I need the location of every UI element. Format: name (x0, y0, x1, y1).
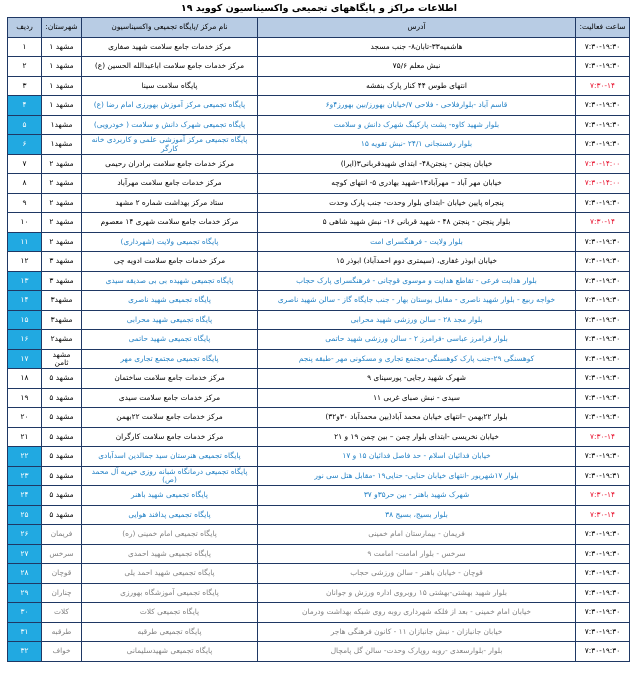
cell-address: قاسم آباد -بلوارفلاحی - فلاحی ۷/خیابان بهورز/بین بهورز۴و۶ (258, 96, 576, 116)
cell-center-name: مرکز خدمات جامع سلامت شهری ۱۴ معصوم (82, 213, 258, 233)
cell-address: بلوار شهید کاوه- پشت پارکینگ شهرک دانش و سلامت (258, 115, 576, 135)
cell-row-index: ۲۲ (8, 447, 42, 467)
table-row (8, 349, 630, 369)
cell-city: مشهد ۵ (42, 466, 82, 486)
cell-city: مشهد ۵ (42, 408, 82, 428)
cell-city: مشهد ۵ (42, 486, 82, 506)
cell-activity-hours: ۷:۳۰-۱۴ (576, 427, 630, 447)
cell-address: بلوار ۲۲بهمن –انتهای خیابان محمد آباد(بین محمدآباد ۳۰و۳۲) (258, 408, 576, 428)
table-row (8, 505, 630, 525)
cell-city: مشهد ۲ (42, 193, 82, 213)
cell-row-index: ۱۶ (8, 330, 42, 350)
cell-city: قوچان (42, 564, 82, 584)
cell-row-index: ۲۵ (8, 505, 42, 525)
cell-row-index: ۳ (8, 76, 42, 96)
table-row (8, 115, 630, 135)
cell-activity-hours: ۷:۳۰-۱۹:۳۰ (576, 310, 630, 330)
cell-city: مشهد۱ (42, 135, 82, 155)
cell-city: مشهد ۱ (42, 76, 82, 96)
cell-address: سرخس - بلوار امامت- امامت ۹ (258, 544, 576, 564)
cell-row-index: ۲۰ (8, 408, 42, 428)
cell-address: شهرک شهید باهنر - بین حر۳۵و ۳۷ (258, 486, 576, 506)
cell-row-index: ۲۸ (8, 564, 42, 584)
cell-center-name: مرکز خدمات جامع سلامت اباعبدالله الحسین (ع) (82, 57, 258, 77)
cell-activity-hours: ۷:۳۰-۱۹:۳۰ (576, 252, 630, 272)
cell-center-name: پایگاه تجمیعی طرقبه (82, 622, 258, 642)
table-row (8, 544, 630, 564)
page-title: اطلاعات مراکز و پایگاههای تجمیعی واکسیناسیون کووید ۱۹ (180, 3, 458, 14)
table-row (8, 154, 630, 174)
cell-activity-hours: ۷:۳۰-۱۹:۳۰ (576, 37, 630, 57)
table-row (8, 135, 630, 155)
cell-row-index: ۱ (8, 37, 42, 57)
cell-center-name: پایگاه تجمیعی شهید احمد یلی (82, 564, 258, 584)
cell-address: بلوار -بلوارسعدی -روبه روپارک وحدت- سالن گل پامچال (258, 642, 576, 662)
cell-center-name: پایگاه تجمیعی ولایت (شهرداری) (82, 232, 258, 252)
cell-center-name: مرکز خدمات جامع سلامت مهرآباد (82, 174, 258, 194)
cell-city: مشهد ۲ (42, 213, 82, 233)
table-body (8, 37, 630, 661)
cell-row-index: ۲۳ (8, 466, 42, 486)
cell-row-index: ۵ (8, 115, 42, 135)
cell-activity-hours: ۷:۳۰-۱۹:۳۰ (576, 564, 630, 584)
cell-center-name: پایگاه تجمیعی آموزشگاه بهورزی (82, 583, 258, 603)
cell-address: خیابان مهر آباد – مهرآباد۱۳-شهید بهادری ۵- انتهای کوچه (258, 174, 576, 194)
cell-activity-hours: ۷:۳۰-۱۹:۳۰ (576, 622, 630, 642)
cell-center-name: پایگاه تجمیعی شهرک دانش و سلامت ( خودرویی) (82, 115, 258, 135)
cell-city: مشهد ۳ (42, 252, 82, 272)
cell-city: کلات (42, 603, 82, 623)
cell-city: مشهد ۵ (42, 505, 82, 525)
cell-address: انتهای طوس ۴۴ کنار پارک بنفشه (258, 76, 576, 96)
cell-city: مشهد ۲ (42, 174, 82, 194)
table-row (8, 466, 630, 486)
cell-row-index: ۶ (8, 135, 42, 155)
cell-activity-hours: ۷:۳۰-۱۹:۳۱ (576, 466, 630, 486)
cell-address: هاشمیه۳۳-تابان۸- جنب مسجد (258, 37, 576, 57)
cell-center-name: مرکز خدمات جامع سلامت برادران رحیمی (82, 154, 258, 174)
cell-activity-hours: ۷:۳۰-۱۹:۳۰ (576, 96, 630, 116)
cell-activity-hours: ۷:۳۰-۱۹:۳۰ (576, 369, 630, 389)
cell-row-index: ۳۲ (8, 642, 42, 662)
cell-row-index: ۱۱ (8, 232, 42, 252)
cell-address: بلوار مجد ۲۸ - سالن ورزشی شهید محرابی (258, 310, 576, 330)
cell-center-name: پایگاه سلامت سینا (82, 76, 258, 96)
cell-row-index: ۹ (8, 193, 42, 213)
cell-city: مشهد ثامن (42, 349, 82, 369)
cell-address: بلوار شهید بهشتی-بهشتی ۱۵ روبروی اداره ورزش و جوانان (258, 583, 576, 603)
cell-center-name: مرکز خدمات جامع سلامت سیدی (82, 388, 258, 408)
cell-city: فریمان (42, 525, 82, 545)
cell-row-index: ۲۹ (8, 583, 42, 603)
cell-center-name: پایگاه تجمیعی شهید حاتمی (82, 330, 258, 350)
cell-row-index: ۲ (8, 57, 42, 77)
cell-city: مشهد ۳ (42, 271, 82, 291)
cell-address: خواجه ربیع - بلوار شهید ناصری - مقابل بوستان بهار - جنب جایگاه گاز - سالن شهید ناصری (258, 291, 576, 311)
cell-address: کوهسنگی ۲۹-جنب پارک کوهسنگی-مجتمع تجاری و مسکونی مهر -طبقه پنجم (258, 349, 576, 369)
cell-activity-hours: ۷:۳۰-۱۹:۳۰ (576, 57, 630, 77)
cell-address: پنجراه پایین خیابان -ابتدای بلوار وحدت- جنب پارک وحدت (258, 193, 576, 213)
cell-activity-hours: ۷:۳۰-۱۹:۳۰ (576, 135, 630, 155)
cell-address: خیابان جانبازان - نبش جانبازان ۱۱ - کانون فرهنگی هاجر (258, 622, 576, 642)
cell-center-name: مرکز خدمات جامع سلامت ۲۲بهمن (82, 408, 258, 428)
cell-center-name: پایگاه تجمیعی شهیدسلیمانی (82, 642, 258, 662)
cell-center-name: پایگاه تجمیعی کلات (82, 603, 258, 623)
table-row (8, 57, 630, 77)
cell-center-name: پایگاه تجمیعی مجتمع تجاری مهر (82, 349, 258, 369)
column-header-index: ردیف (8, 18, 42, 38)
column-header-city: شهرستان: (42, 18, 82, 38)
cell-activity-hours: ۷:۳۰-۱۴ (576, 76, 630, 96)
cell-address: خیابان امام خمینی - بعد از فلکه شهرداری روبه روی شبکه بهداشت ودرمان (258, 603, 576, 623)
cell-address: بلوار رفسنجانی ۲۴/۱ -نبش تقویه ۱۵ (258, 135, 576, 155)
cell-city: مشهد۲ (42, 330, 82, 350)
cell-activity-hours: ۷:۳۰-۱۹:۳۰ (576, 271, 630, 291)
cell-city: چناران (42, 583, 82, 603)
cell-activity-hours: ۷:۳۰-۱۴:۰۰ (576, 174, 630, 194)
column-header-center-name: نام مرکز /پایگاه تجمیعی واکسیناسیون (82, 18, 258, 38)
cell-activity-hours: ۷:۳۰-۱۹:۳۰ (576, 544, 630, 564)
cell-center-name: ستاد مرکز بهداشت شماره ۲ مشهد (82, 193, 258, 213)
table-row (8, 427, 630, 447)
cell-center-name: پایگاه تجمیعی مرکز آموزش بهورزی امام رضا (ع) (82, 96, 258, 116)
cell-address: خیابان ابوذر غفاری، (سیمتری دوم احمدآباد) ابوذر ۱۵ (258, 252, 576, 272)
table-row (8, 486, 630, 506)
table-row (8, 174, 630, 194)
cell-activity-hours: ۷:۳۰-۱۴:۰۰ (576, 154, 630, 174)
table-row (8, 291, 630, 311)
cell-row-index: ۱۵ (8, 310, 42, 330)
cell-center-name: پایگاه تجمیعی امام خمینی (ره) (82, 525, 258, 545)
cell-address: فریمان - بیمارستان امام خمینی (258, 525, 576, 545)
cell-address: بلوار هدایت فرعی - تقاطع هدایت و موسوی قوچانی - فرهنگسرای پارک حجاب (258, 271, 576, 291)
cell-center-name: پایگاه تجمیعی درمانگاه شبانه روزی خیریه آل محمد (ص) (82, 466, 258, 486)
cell-activity-hours: ۷:۳۰-۱۹:۳۰ (576, 603, 630, 623)
cell-activity-hours: ۷:۳۰-۱۹:۳۰ (576, 642, 630, 662)
cell-row-index: ۱۴ (8, 291, 42, 311)
cell-activity-hours: ۷:۳۰-۱۹:۳۰ (576, 115, 630, 135)
cell-activity-hours: ۷:۳۰-۱۹:۳۰ (576, 583, 630, 603)
cell-center-name: پایگاه تجمیعی مرکز آموزشی علمی و کاربردی خانه کارگر (82, 135, 258, 155)
cell-row-index: ۳۰ (8, 603, 42, 623)
cell-center-name: مرکز خدمات جامع سلامت ادویه چی (82, 252, 258, 272)
table-row (8, 271, 630, 291)
cell-row-index: ۳۱ (8, 622, 42, 642)
cell-center-name: پایگاه تجمیعی شهید محرابی (82, 310, 258, 330)
cell-address: خیابان پنجتن - پنجتن۴۸- ابتدای شهیدقربانی۳(ایرا) (258, 154, 576, 174)
table-row (8, 37, 630, 57)
cell-city: خواف (42, 642, 82, 662)
table-row (8, 369, 630, 389)
cell-address: بلوار فرامرز عباسی -فرامرز ۲ - سالن ورزشی شهید حاتمی (258, 330, 576, 350)
cell-row-index: ۱۸ (8, 369, 42, 389)
table-row (8, 622, 630, 642)
cell-center-name: مرکز خدمات جامع سلامت کارگران (82, 427, 258, 447)
cell-city: مشهد ۵ (42, 388, 82, 408)
cell-address: بلوار ۱۷شهریور -انتهای خیابان حنایی- حنایی۱۹ -مقابل هتل سی نور (258, 466, 576, 486)
cell-row-index: ۲۷ (8, 544, 42, 564)
cell-center-name: پایگاه تجمیعی شهید باهنر (82, 486, 258, 506)
cell-address: خیابان نخریسی -ابتدای بلوار چمن – بین چمن ۱۹ و ۲۱ (258, 427, 576, 447)
column-header-time: ساعت فعالیت: (576, 18, 630, 38)
cell-activity-hours: ۷:۳۰-۱۹:۳۰ (576, 232, 630, 252)
cell-center-name: پایگاه تجمیعی شهیده بی بی صدیقه سیدی (82, 271, 258, 291)
column-header-address: آدرس (258, 18, 576, 38)
cell-address: بلوار ولایت - فرهنگسرای امت (258, 232, 576, 252)
table-row (8, 76, 630, 96)
table-row (8, 96, 630, 116)
cell-center-name: مرکز خدمات جامع سلامت ساختمان (82, 369, 258, 389)
cell-row-index: ۱۹ (8, 388, 42, 408)
cell-address: سیدی - نبش صبای غربی ۱۱ (258, 388, 576, 408)
cell-address: شهرک شهید رجایی- پورسینای ۹ (258, 369, 576, 389)
cell-city: مشهد ۲ (42, 154, 82, 174)
table-row (8, 330, 630, 350)
cell-row-index: ۴ (8, 96, 42, 116)
cell-row-index: ۷ (8, 154, 42, 174)
cell-row-index: ۸ (8, 174, 42, 194)
table-header (8, 18, 630, 38)
cell-city: مشهد۳ (42, 310, 82, 330)
vaccination-centers-table (7, 17, 630, 662)
cell-city: مشهد ۲ (42, 232, 82, 252)
cell-activity-hours: ۷:۳۰-۱۹:۳۰ (576, 408, 630, 428)
cell-row-index: ۲۱ (8, 427, 42, 447)
cell-city: طرقبه (42, 622, 82, 642)
cell-activity-hours: ۷:۳۰-۱۹:۳۰ (576, 388, 630, 408)
cell-address: خیابان فدائیان اسلام - حد فاصل فدائیان ۱۵ و ۱۷ (258, 447, 576, 467)
cell-address: نبش معلم ۷۵/۶ (258, 57, 576, 77)
cell-city: مشهد ۱ (42, 96, 82, 116)
cell-city: مشهد۳ (42, 291, 82, 311)
table-row (8, 388, 630, 408)
cell-row-index: ۱۷ (8, 349, 42, 369)
table-row (8, 213, 630, 233)
cell-row-index: ۱۰ (8, 213, 42, 233)
cell-activity-hours: ۷:۳۰-۱۹:۳۰ (576, 330, 630, 350)
cell-center-name: پایگاه تجمیعی پدافند هوایی (82, 505, 258, 525)
cell-activity-hours: ۷:۳۰-۱۴ (576, 505, 630, 525)
cell-activity-hours: ۷:۳۰-۱۹:۳۰ (576, 447, 630, 467)
cell-center-name: پایگاه تجمیعی شهید احمدی (82, 544, 258, 564)
table-row (8, 408, 630, 428)
cell-activity-hours: ۷:۳۰-۱۹:۳۰ (576, 349, 630, 369)
cell-address: قوچان - خیابان باهنر - سالن ورزشی حجاب (258, 564, 576, 584)
cell-city: مشهد ۵ (42, 369, 82, 389)
cell-activity-hours: ۷:۳۰-۱۴ (576, 213, 630, 233)
cell-center-name: پایگاه تجمیعی هنرستان سید جمالدین اسدآبادی (82, 447, 258, 467)
cell-activity-hours: ۷:۳۰-۱۴ (576, 486, 630, 506)
table-row (8, 642, 630, 662)
cell-address: بلوار بسیج، بسیج ۳۸ (258, 505, 576, 525)
table-header-row (8, 18, 630, 38)
cell-center-name: مرکز خدمات جامع سلامت شهید صفاری (82, 37, 258, 57)
cell-row-index: ۲۶ (8, 525, 42, 545)
table-row (8, 583, 630, 603)
cell-activity-hours: ۷:۳۰-۱۹:۳۰ (576, 193, 630, 213)
cell-city: سرخس (42, 544, 82, 564)
table-row (8, 193, 630, 213)
cell-row-index: ۱۲ (8, 252, 42, 272)
table-row (8, 232, 630, 252)
cell-row-index: ۲۴ (8, 486, 42, 506)
cell-city: مشهد ۱ (42, 57, 82, 77)
cell-address: بلوار پنجتن - پنجتن ۴۸ - شهید قربانی ۱۶- نبش شهید شاهی ۵ (258, 213, 576, 233)
cell-row-index: ۱۳ (8, 271, 42, 291)
table-row (8, 603, 630, 623)
cell-city: مشهد ۵ (42, 427, 82, 447)
cell-city: مشهد ۱ (42, 37, 82, 57)
table-row (8, 447, 630, 467)
table-row (8, 525, 630, 545)
cell-city: مشهد ۵ (42, 447, 82, 467)
cell-city: مشهد۱ (42, 115, 82, 135)
cell-center-name: پایگاه تجمیعی شهید ناصری (82, 291, 258, 311)
table-row (8, 252, 630, 272)
cell-activity-hours: ۷:۳۰-۱۹:۳۰ (576, 291, 630, 311)
cell-activity-hours: ۷:۳۰-۱۹:۳۰ (576, 525, 630, 545)
table-row (8, 564, 630, 584)
table-row (8, 310, 630, 330)
